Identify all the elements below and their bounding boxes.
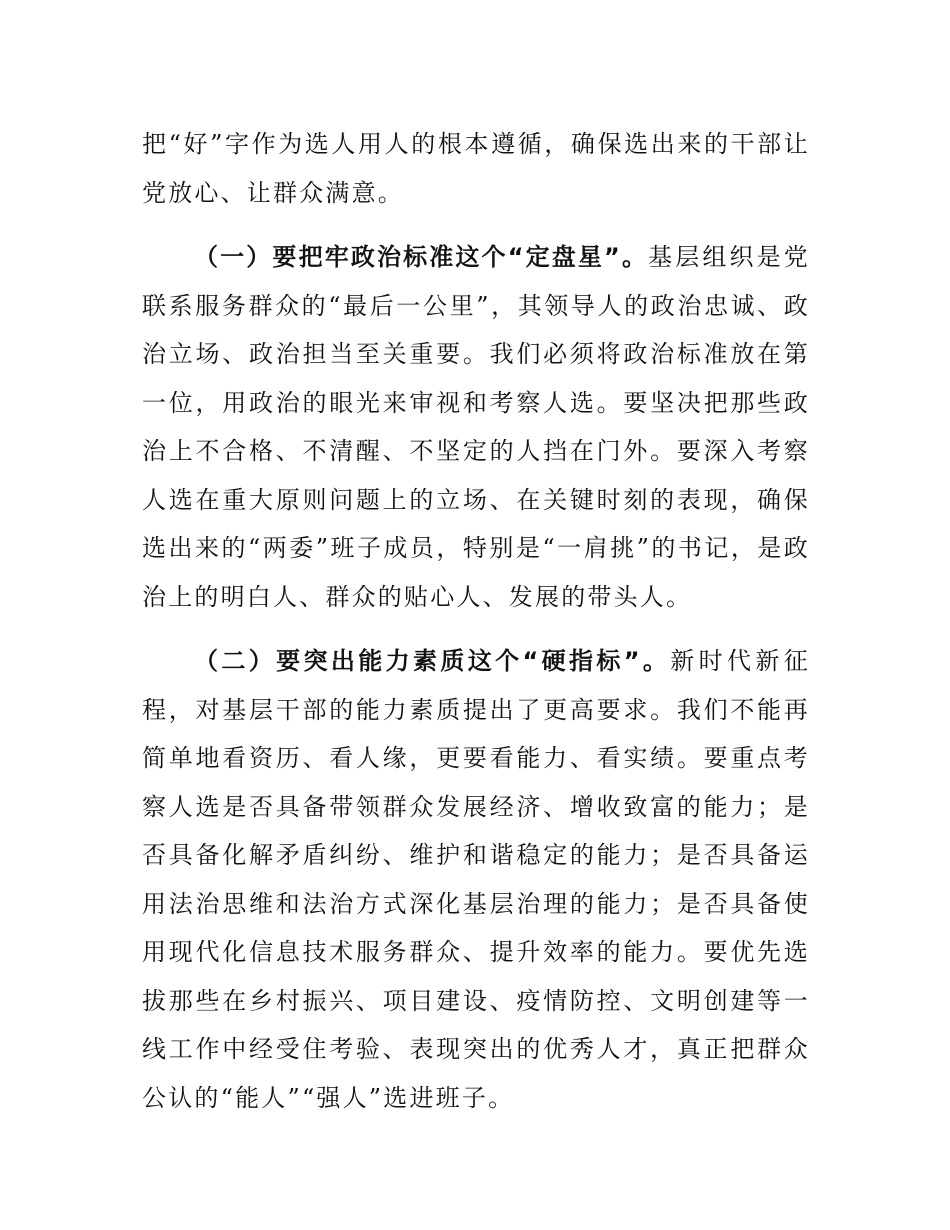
document-page [142, 120, 810, 1122]
paragraph-intro [142, 120, 810, 217]
section-heading-two: （二）要突出能力素质这个“硬指标”。 [194, 647, 671, 675]
paragraph-political-standard [142, 233, 810, 621]
paragraph-ability-quality [142, 637, 810, 1122]
paragraph-intro-text: 把“好”字作为选人用人的根本遵循，确保选出来的干部让党放心、让群众满意。 [142, 130, 810, 207]
paragraph-political-standard-text: 基层组织是党联系服务群众的“最后一公里”，其领导人的政治忠诚、政治立场、政治担当至关重要。我们必须将政治标准放在第一位，用政治的眼光来审视和考察人选。要坚决把那些政治上不合格、不清醒、不坚定的人挡在门外。要深入考察人选在重大原则问题上的立场、在关键时刻的表现，确保选出来的“两委”班子成员，特别是“一肩挑”的书记，是政治上的明白人、群众的贴心人、发展的带头人。 [142, 243, 810, 611]
section-heading-one: （一）要把牢政治标准这个“定盘星”。 [194, 243, 649, 271]
paragraph-ability-quality-text: 新时代新征程，对基层干部的能力素质提出了更高要求。我们不能再简单地看资历、看人缘，更要看能力、看实绩。要重点考察人选是否具备带领群众发展经济、增收致富的能力；是否具备化解矛盾纠纷、维护和谐稳定的能力；是否具备运用法治思维和法治方式深化基层治理的能力；是否具备使用现代化信息技术服务群众、提升效率的能力。要优先选拔那些在乡村振兴、项目建设、疫情防控、文明创建等一线工作中经受住考验、表现突出的优秀人才，真正把群众公认的“能人”“强人”选进班子。 [142, 647, 810, 1112]
